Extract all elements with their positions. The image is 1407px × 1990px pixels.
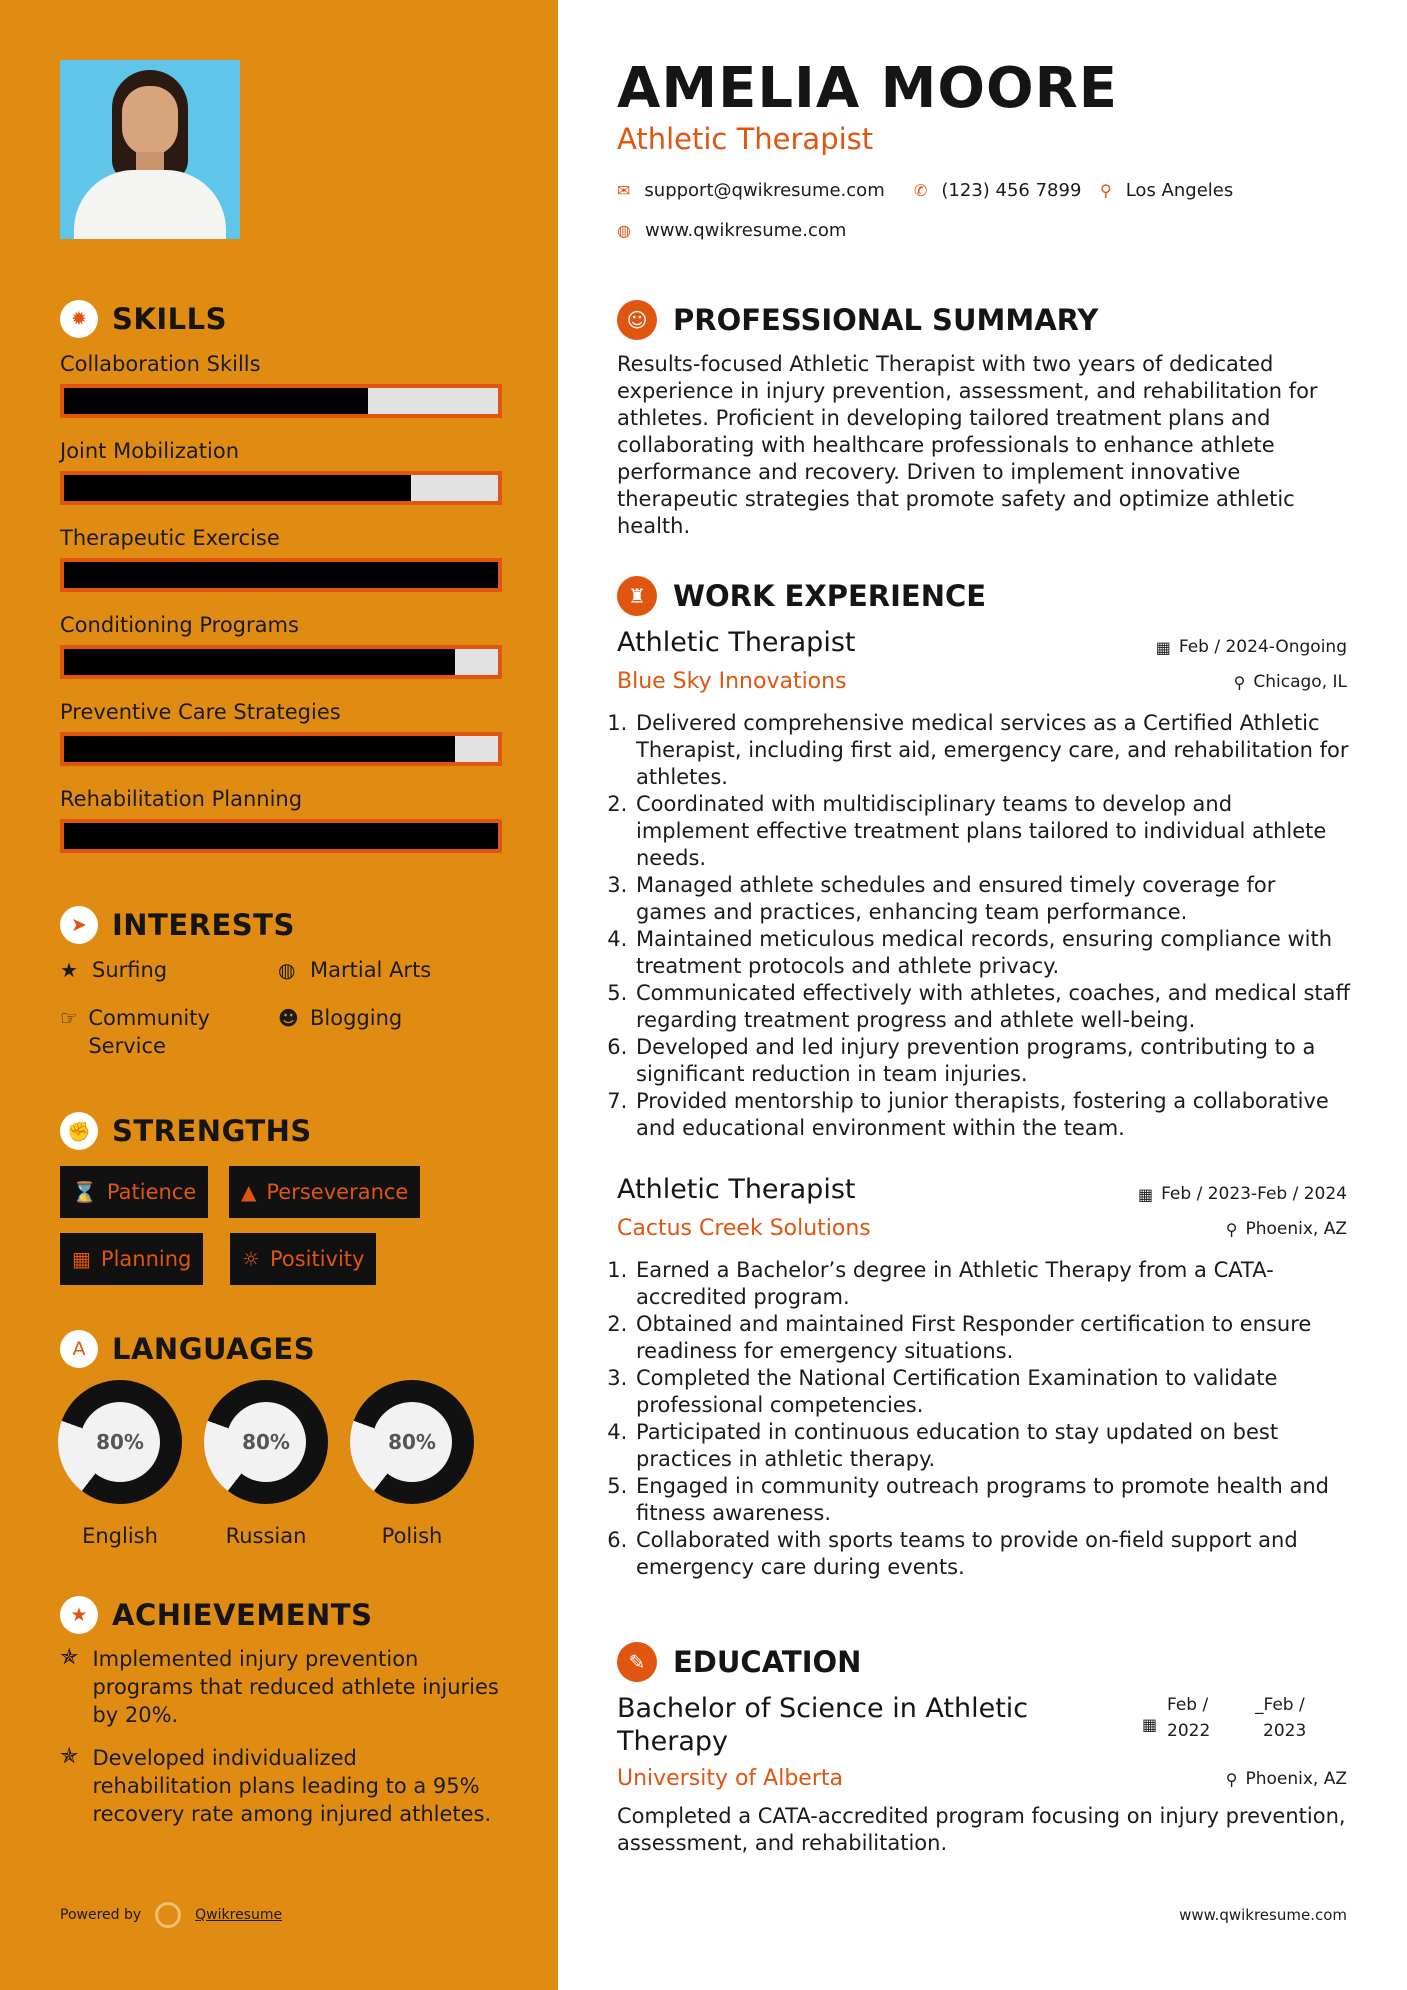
- job-bullets: [610, 1257, 1350, 1581]
- degree-title: Bachelor of Science in Athletic Therapy: [617, 1693, 1029, 1757]
- interest-label: Blogging: [310, 1006, 403, 1030]
- skill-fill: [64, 475, 411, 501]
- strength-label: Positivity: [269, 1247, 365, 1271]
- job-bullet: 5. Engaged in community outreach programs to promote health and fitness awareness.: [634, 1473, 1350, 1527]
- paper-plane-icon: ➤: [60, 906, 98, 944]
- email-text: support@qwikresume.com: [644, 180, 885, 201]
- pin-icon: ⚲: [1233, 672, 1246, 692]
- skill-item: [60, 613, 500, 679]
- hand-icon: ☞: [60, 1006, 78, 1030]
- users-icon: ☻: [278, 1006, 299, 1030]
- skill-bar: [60, 384, 502, 418]
- job-company: Blue Sky Innovations: [617, 669, 847, 694]
- skill-name: Rehabilitation Planning: [60, 787, 303, 811]
- language-item: [204, 1380, 328, 1548]
- edu-start-year: 2022: [1167, 1721, 1211, 1741]
- skill-bar: [60, 732, 502, 766]
- languages-title: LANGUAGES: [112, 1332, 316, 1366]
- edu-start-date: [1167, 1692, 1210, 1744]
- language-ring: [58, 1380, 182, 1504]
- edu-location-text: Phoenix, AZ: [1245, 1769, 1347, 1789]
- interest-item: [60, 956, 167, 984]
- profile-photo: [60, 60, 240, 239]
- achievement-item: [60, 1645, 500, 1729]
- calendar-icon: ▦: [1155, 637, 1171, 657]
- sidebar: [0, 0, 558, 1990]
- edu-end-date: [1255, 1692, 1306, 1744]
- strength-badge: [230, 1233, 376, 1285]
- job-date-text: Feb / 2024-Ongoing: [1178, 637, 1347, 657]
- user-icon: ☺: [617, 300, 657, 340]
- job-bullet: 2. Coordinated with multidisciplinary teams to develop and implement effective treatment plans tailored to individual athlete needs.: [634, 791, 1350, 872]
- fist-icon: ✊: [60, 1112, 98, 1150]
- interests-title: INTERESTS: [112, 908, 295, 942]
- job-bullet: 4. Participated in continuous education to stay updated on best practices in athletic therapy.: [634, 1419, 1350, 1473]
- interest-label: Community Service: [88, 1006, 210, 1058]
- edu-end-year: 2023: [1263, 1721, 1307, 1741]
- skill-fill: [64, 823, 498, 849]
- skill-fill: [64, 562, 498, 588]
- language-ring: [204, 1380, 328, 1504]
- edu-start-month: Feb /: [1167, 1695, 1209, 1715]
- candidate-role: Athletic Therapist: [617, 122, 874, 156]
- achievement-text: Developed individualized rehabilitation plans leading to a 95% recovery rate among injured athletes.: [92, 1746, 492, 1826]
- language-item: [58, 1380, 182, 1548]
- language-ring: [350, 1380, 474, 1504]
- job-bullet: 5. Communicated effectively with athletes, coaches, and medical staff regarding treatment progress and athlete well-being.: [634, 980, 1350, 1034]
- language-percent: 80%: [372, 1402, 452, 1482]
- job-bullet: 6. Developed and led injury prevention programs, contributing to a significant reduction in team injuries.: [634, 1034, 1350, 1088]
- job-date: [1156, 637, 1347, 657]
- pin-icon: ⚲: [1225, 1219, 1238, 1239]
- skills-title: SKILLS: [112, 302, 227, 336]
- job-bullet: 4. Maintained meticulous medical records, ensuring compliance with treatment protocols and athlete privacy.: [634, 926, 1350, 980]
- edu-end-month: _Feb /: [1255, 1695, 1305, 1715]
- strength-label: Planning: [100, 1247, 192, 1271]
- globe-icon: ◍: [617, 221, 631, 240]
- strengths-title: STRENGTHS: [112, 1114, 312, 1148]
- map-pin-icon: ⚲: [1100, 181, 1112, 200]
- language-item: [350, 1380, 474, 1548]
- languages-heading: [60, 1330, 315, 1368]
- skill-name: Collaboration Skills: [60, 352, 261, 376]
- experience-heading: [617, 576, 986, 616]
- website-text: www.qwikresume.com: [644, 220, 847, 241]
- job-date-text: Feb / 2023-Feb / 2024: [1161, 1184, 1347, 1204]
- job-location-text: Phoenix, AZ: [1245, 1219, 1347, 1239]
- phone-icon: ✆: [914, 181, 928, 200]
- summary-heading: [617, 300, 1098, 340]
- location-text: Los Angeles: [1125, 180, 1234, 201]
- skill-item: [60, 439, 500, 505]
- education-title: EDUCATION: [673, 1645, 862, 1679]
- interest-label: Martial Arts: [310, 958, 432, 982]
- skills-heading: [60, 300, 227, 338]
- contact-email[interactable]: [617, 180, 885, 201]
- interest-item: [278, 956, 431, 984]
- education-heading: [617, 1642, 861, 1682]
- qwikresume-logo: [155, 1902, 181, 1928]
- strength-label: Patience: [106, 1180, 197, 1204]
- job-bullet: 3. Managed athlete schedules and ensured timely coverage for games and practices, enhancing team performance.: [634, 872, 1350, 926]
- skill-fill: [64, 736, 455, 762]
- lightbulb-icon: ✹: [60, 300, 98, 338]
- job-bullets: [610, 710, 1350, 1142]
- strength-badge: [229, 1166, 420, 1218]
- language-percent: 80%: [226, 1402, 306, 1482]
- powered-by-label: Powered by: [60, 1907, 142, 1923]
- interest-label: Surfing: [92, 958, 168, 982]
- star-icon: ★: [60, 958, 78, 982]
- job-company: Cactus Creek Solutions: [617, 1216, 871, 1241]
- qwikresume-link[interactable]: Qwikresume: [195, 1907, 283, 1923]
- job-bullet: 1. Earned a Bachelor’s degree in Athletic Therapy from a CATA-accredited program.: [634, 1257, 1350, 1311]
- job-bullet: 6. Collaborated with sports teams to provide on-field support and emergency care during events.: [634, 1527, 1350, 1581]
- experience-title: WORK EXPERIENCE: [673, 579, 987, 613]
- globe-icon: ◍: [278, 958, 296, 982]
- skill-item: [60, 526, 500, 592]
- strength-badge: [60, 1233, 203, 1285]
- achievements-heading: [60, 1596, 372, 1634]
- job-location: [1226, 1219, 1347, 1239]
- contact-location: [1100, 180, 1233, 201]
- job-title: Athletic Therapist: [617, 627, 856, 658]
- skill-fill: [64, 649, 455, 675]
- skill-bar: [60, 471, 502, 505]
- job-bullet: 7. Provided mentorship to junior therapists, fostering a collaborative and educational environment within the team.: [634, 1088, 1350, 1142]
- summary-title: PROFESSIONAL SUMMARY: [673, 303, 1099, 337]
- achievement-text: Implemented injury prevention programs that reduced athlete injuries by 20%.: [92, 1647, 499, 1727]
- job-bullet: 2. Obtained and maintained First Responder certification to ensure readiness for emergency situations.: [634, 1311, 1350, 1365]
- strengths-heading: [60, 1112, 312, 1150]
- language-name: Russian: [225, 1524, 307, 1548]
- skill-bar: [60, 819, 502, 853]
- summary-text: Results-focused Athletic Therapist with two years of dedicated experience in injury prevention, assessment, and rehabilitation for athletes. Proficient in developing tailored treatment plans and collaborating with healthcare professionals to enhance athlete performance and recovery. Driven to implement innovative therapeutic strategies that promote safety and optimize athletic health.: [617, 352, 1318, 538]
- interest-item: [60, 1004, 260, 1060]
- graduate-icon: ✎: [617, 1642, 657, 1682]
- calendar-icon: ▦: [1142, 1715, 1158, 1734]
- calendar-icon: ▦: [1137, 1184, 1154, 1204]
- achievements-title: ACHIEVEMENTS: [112, 1598, 373, 1632]
- skill-name: Preventive Care Strategies: [60, 700, 341, 724]
- job-bullet: 1. Delivered comprehensive medical services as a Certified Athletic Therapist, including first aid, emergency care, and rehabilitation for athletes.: [634, 710, 1350, 791]
- skill-name: Joint Mobilization: [60, 439, 240, 463]
- education-description: Completed a CATA-accredited program focusing on injury prevention, assessment, and rehabilitation.: [617, 1804, 1346, 1855]
- edu-location: [1226, 1769, 1347, 1789]
- skill-item: [60, 787, 500, 853]
- phone-text: (123) 456 7899: [941, 180, 1082, 201]
- job-bullet: 3. Completed the National Certification Examination to validate professional competencies.: [634, 1365, 1350, 1419]
- skill-fill: [64, 388, 368, 414]
- star-icon: ✯: [60, 1645, 79, 1670]
- strength-badge: [60, 1166, 208, 1218]
- language-name: Polish: [381, 1524, 443, 1548]
- job-title: Athletic Therapist: [617, 1174, 856, 1205]
- strength-label: Perseverance: [266, 1180, 409, 1204]
- skill-name: Conditioning Programs: [60, 613, 299, 637]
- footer-url[interactable]: www.qwikresume.com: [1179, 1906, 1347, 1924]
- skill-item: [60, 700, 500, 766]
- interest-item: [278, 1004, 402, 1032]
- skill-item: [60, 352, 500, 418]
- trophy-icon: ★: [60, 1596, 98, 1634]
- powered-by: [60, 1902, 282, 1928]
- job-location: [1234, 672, 1347, 692]
- skill-name: Therapeutic Exercise: [60, 526, 280, 550]
- school-name: University of Alberta: [617, 1766, 843, 1791]
- pin-icon: ⚲: [1225, 1769, 1238, 1789]
- job-location-text: Chicago, IL: [1253, 672, 1347, 692]
- candidate-name: AMELIA MOORE: [617, 56, 1118, 121]
- contact-phone[interactable]: [914, 180, 1081, 201]
- language-icon: A: [60, 1330, 98, 1368]
- contact-website[interactable]: [617, 220, 846, 241]
- road-icon: ▲: [241, 1180, 257, 1204]
- language-name: English: [82, 1524, 158, 1548]
- sun-icon: ☼: [242, 1247, 260, 1271]
- job-date: [1138, 1184, 1347, 1204]
- chair-icon: ♜: [617, 576, 657, 616]
- skill-bar: [60, 645, 502, 679]
- star-icon: ✯: [60, 1744, 79, 1769]
- hourglass-icon: ⌛: [72, 1180, 97, 1204]
- achievement-item: [60, 1744, 500, 1828]
- interests-heading: [60, 906, 295, 944]
- calendar-icon: ▦: [72, 1247, 91, 1271]
- skill-bar: [60, 558, 502, 592]
- language-percent: 80%: [80, 1402, 160, 1482]
- envelope-icon: ✉: [617, 181, 631, 200]
